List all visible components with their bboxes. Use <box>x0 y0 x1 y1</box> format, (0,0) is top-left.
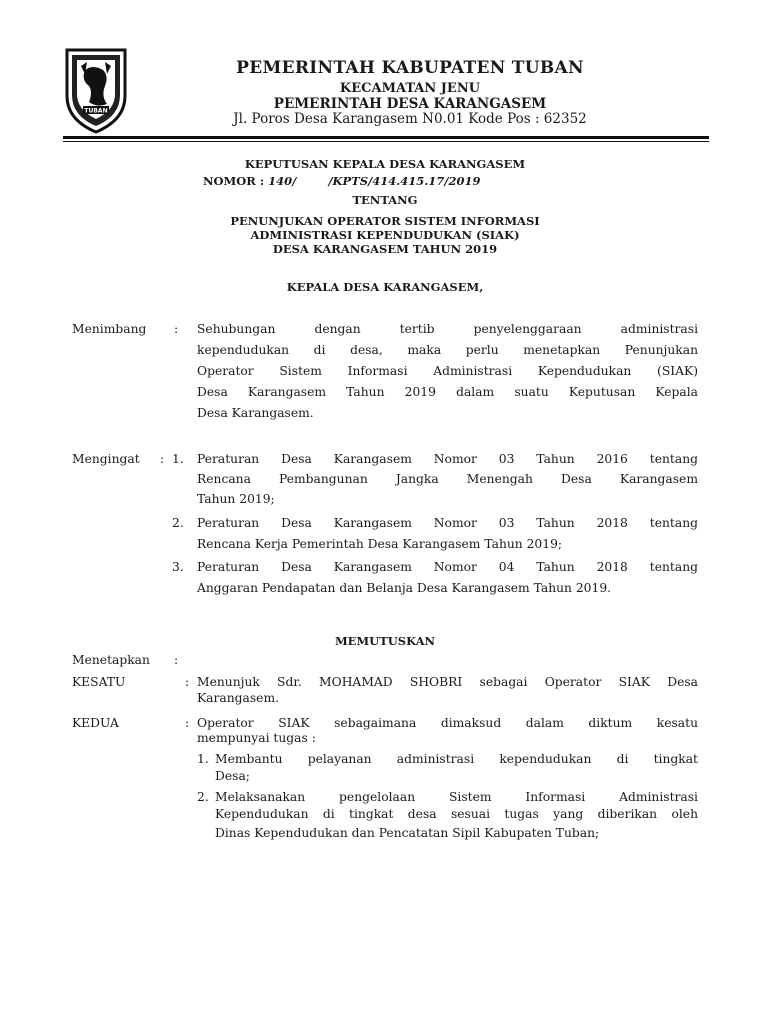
tuban-regency-emblem <box>63 46 129 134</box>
kedua-item-line: Desa; <box>215 769 250 783</box>
mengingat-label: Mengingat <box>72 452 140 466</box>
emblem-label: TUBAN <box>84 107 108 115</box>
menimbang-line: Sehubungan dengan tertib penyelenggaraan administrasi <box>197 322 698 336</box>
kesatu-line: Karangasem. <box>197 691 280 705</box>
decree-number-value: 140/ /KPTS/414.415.17/2019 <box>268 174 481 188</box>
menimbang-colon: : <box>174 322 179 336</box>
kesatu-line: Menunjuk Sdr. MOHAMAD SHOBRI sebagai Operator SIAK Desa <box>197 675 698 689</box>
menimbang-line: Operator Sistem Informasi Administrasi Kependudukan (SIAK) <box>197 364 698 378</box>
mengingat-item-line: Rencana Kerja Pemerintah Desa Karangasem Tahun 2019; <box>197 537 563 551</box>
tentang-heading: TENTANG <box>352 193 418 207</box>
decree-number <box>203 174 480 188</box>
subject-line-3: DESA KARANGASEM TAHUN 2019 <box>272 242 498 256</box>
menetapkan-label: Menetapkan <box>72 653 150 667</box>
subject-line-2: ADMINISTRASI KEPENDUDUKAN (SIAK) <box>250 228 520 242</box>
mengingat-item-number: 3. <box>172 560 184 574</box>
mengingat-item-number: 1. <box>172 452 184 466</box>
kedua-item-line: Membantu pelayanan administrasi kependudukan di tingkat <box>215 752 698 766</box>
letterhead-address: Jl. Poros Desa Karangasem N0.01 Kode Pos : 62352 <box>233 111 587 127</box>
menetapkan-colon: : <box>174 653 179 667</box>
mengingat-item-line: Peraturan Desa Karangasem Nomor 03 Tahun 2018 tentang <box>197 516 698 530</box>
menimbang-line: Desa Karangasem. <box>197 406 314 420</box>
kesatu-label: KESATU <box>72 675 126 689</box>
kedua-item-line: Dinas Kependudukan dan Pencatatan Sipil Kabupaten Tuban; <box>215 826 600 840</box>
menimbang-label: Menimbang <box>72 322 147 336</box>
decree-heading: KEPUTUSAN KEPALA DESA KARANGASEM <box>244 157 526 171</box>
village-head-heading: KEPALA DESA KARANGASEM, <box>286 280 484 294</box>
mengingat-colon: : <box>160 452 165 466</box>
kedua-item-line: Melaksanakan pengelolaan Sistem Informasi Administrasi <box>215 790 698 804</box>
kedua-colon: : <box>185 716 190 730</box>
letterhead-divider-thick <box>63 136 709 139</box>
kesatu-colon: : <box>185 675 190 689</box>
mengingat-item-line: Rencana Pembangunan Jangka Menengah Desa Karangasem <box>197 472 698 486</box>
kedua-item-number: 2. <box>197 790 209 804</box>
letterhead-government: PEMERINTAH KABUPATEN TUBAN <box>236 58 584 78</box>
menimbang-line: Desa Karangasem Tahun 2019 dalam suatu Keputusan Kepala <box>197 385 698 399</box>
kedua-line: mempunyai tugas : <box>197 731 316 745</box>
letterhead-district: KECAMATAN JENU <box>339 81 481 96</box>
kedua-label: KEDUA <box>72 716 119 730</box>
mengingat-item-line: Peraturan Desa Karangasem Nomor 04 Tahun 2018 tentang <box>197 560 698 574</box>
letterhead-divider-thin <box>63 141 709 142</box>
subject-line-1: PENUNJUKAN OPERATOR SISTEM INFORMASI <box>230 214 540 228</box>
menimbang-line: kependudukan di desa, maka perlu menetapkan Penunjukan <box>197 343 698 357</box>
kedua-item-number: 1. <box>197 752 209 766</box>
memutuskan-heading: MEMUTUSKAN <box>334 634 436 648</box>
mengingat-item-line: Anggaran Pendapatan dan Belanja Desa Karangasem Tahun 2019. <box>197 581 612 595</box>
mengingat-item-number: 2. <box>172 516 184 530</box>
kedua-line: Operator SIAK sebagaimana dimaksud dalam diktum kesatu <box>197 716 698 730</box>
mengingat-item-line: Peraturan Desa Karangasem Nomor 03 Tahun 2016 tentang <box>197 452 698 466</box>
decree-number-label: NOMOR : <box>203 174 265 188</box>
mengingat-item-line: Tahun 2019; <box>197 492 275 506</box>
letterhead-village: PEMERINTAH DESA KARANGASEM <box>273 96 547 112</box>
kedua-item-line: Kependudukan di tingkat desa sesuai tugas yang diberikan oleh <box>215 807 698 821</box>
